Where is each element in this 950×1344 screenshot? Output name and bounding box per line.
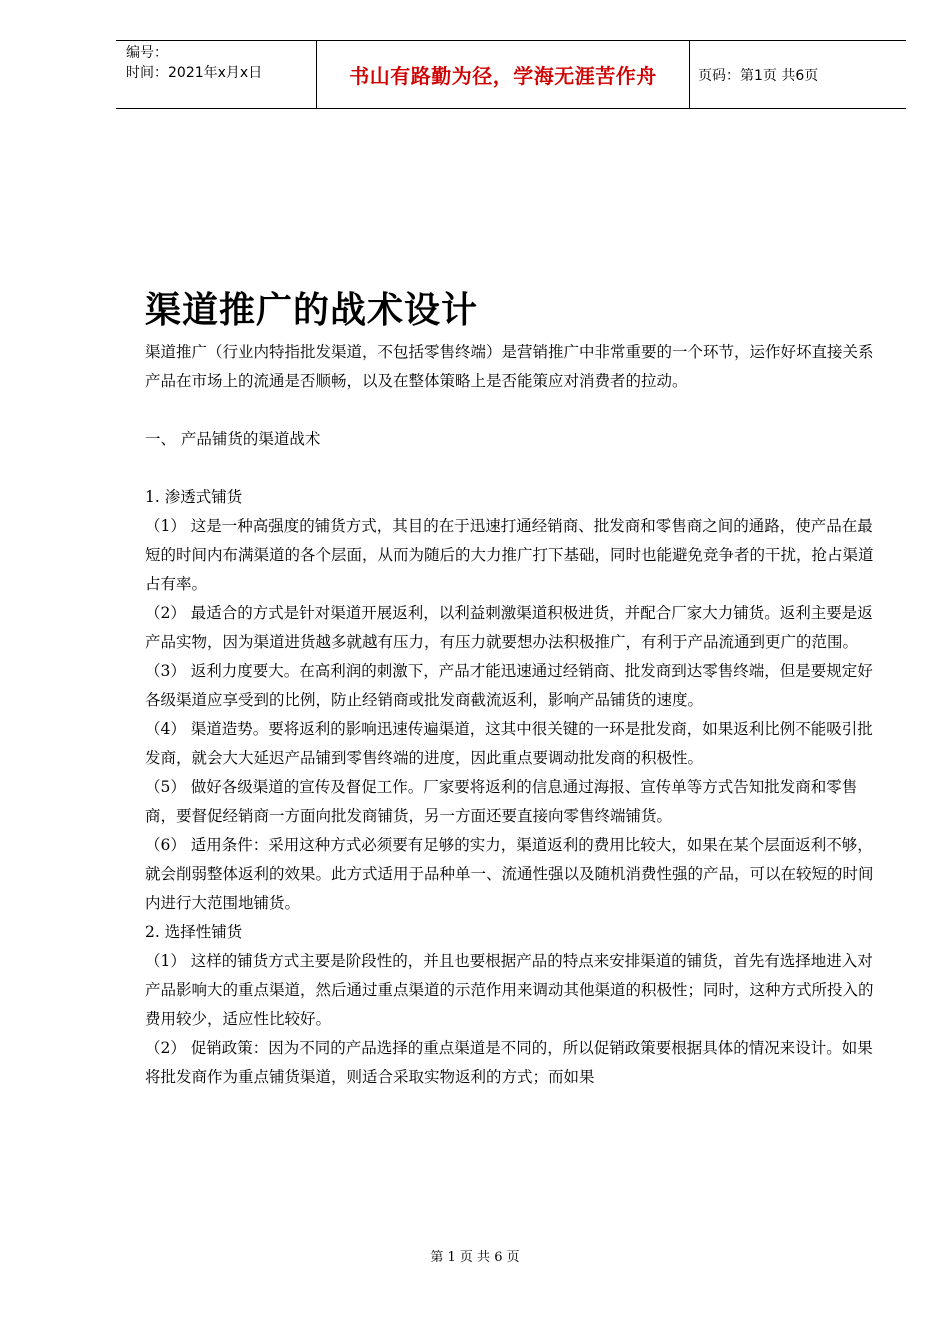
header-page-info: 页码：第1页 共6页 (698, 67, 819, 84)
list-item: （2） 最适合的方式是针对渠道开展返利，以利益刺激渠道积极进货，并配合厂家大力铺货。返利主要是返产品实物，因为渠道进货越多就越有压力，有压力就要想办法积极推广，有利于产品流通到更广的范围。 (145, 604, 873, 651)
time-label: 时间：2021年x月x日 (126, 65, 263, 81)
document-title: 渠道推广的战术设计 (145, 290, 479, 331)
header-motto: 书山有路勤为径，学海无涯苦作舟 (349, 64, 657, 88)
page-footer: 第 1 页 共 6 页 (430, 1250, 520, 1265)
header-divider (689, 41, 690, 108)
header-meta (126, 43, 316, 83)
list-item: （2） 促销政策：因为不同的产品选择的重点渠道是不同的，所以促销政策要根据具体的情况来设计。如果将批发商作为重点铺货渠道，则适合采取实物返利的方式；而如果 (145, 1039, 873, 1086)
section-heading: 一、 产品铺货的渠道战术 (145, 430, 321, 448)
document-body (145, 338, 875, 1092)
subsection-heading: 1. 渗透式铺货 (145, 488, 243, 506)
intro-paragraph: 渠道推广（行业内特指批发渠道，不包括零售终端）是营销推广中非常重要的一个环节，运作好坏直接关系产品在市场上的流通是否顺畅，以及在整体策略上是否能策应对消费者的拉动。 (145, 343, 874, 390)
subsection-heading: 2. 选择性铺货 (145, 923, 243, 941)
page-header (116, 40, 906, 109)
list-item: （1） 这是一种高强度的铺货方式，其目的在于迅速打通经销商、批发商和零售商之间的通路，使产品在最短的时间内布满渠道的各个层面，从而为随后的大力推广打下基础，同时也能避免竞争者的干扰，抢占渠道占有率。 (145, 517, 874, 593)
list-item: （6） 适用条件：采用这种方式必须要有足够的实力，渠道返利的费用比较大，如果在某个层面返利不够，就会削弱整体返利的效果。此方式适用于品种单一、流通性强以及随机消费性强的产品，可以在较短的时间内进行大范围地铺货。 (145, 836, 874, 912)
list-item: （5） 做好各级渠道的宣传及督促工作。厂家要将返利的信息通过海报、宣传单等方式告知批发商和零售商，要督促经销商一方面向批发商铺货，另一方面还要直接向零售终端铺货。 (145, 778, 858, 825)
list-item: （1） 这样的铺货方式主要是阶段性的，并且也要根据产品的特点来安排渠道的铺货，首先有选择地进入对产品影响大的重点渠道，然后通过重点渠道的示范作用来调动其他渠道的积极性；同时，这种方式所投入的费用较少，适应性比较好。 (145, 952, 874, 1028)
number-label: 编号： (126, 45, 168, 61)
list-item: （3） 返利力度要大。在高利润的刺激下，产品才能迅速通过经销商、批发商到达零售终端，但是要规定好各级渠道应享受到的比例，防止经销商或批发商截流返利，影响产品铺货的速度。 (145, 662, 873, 709)
list-item: （4） 渠道造势。要将返利的影响迅速传遍渠道，这其中很关键的一环是批发商，如果返利比例不能吸引批发商，就会大大延迟产品铺到零售终端的进度，因此重点要调动批发商的积极性。 (145, 720, 873, 767)
